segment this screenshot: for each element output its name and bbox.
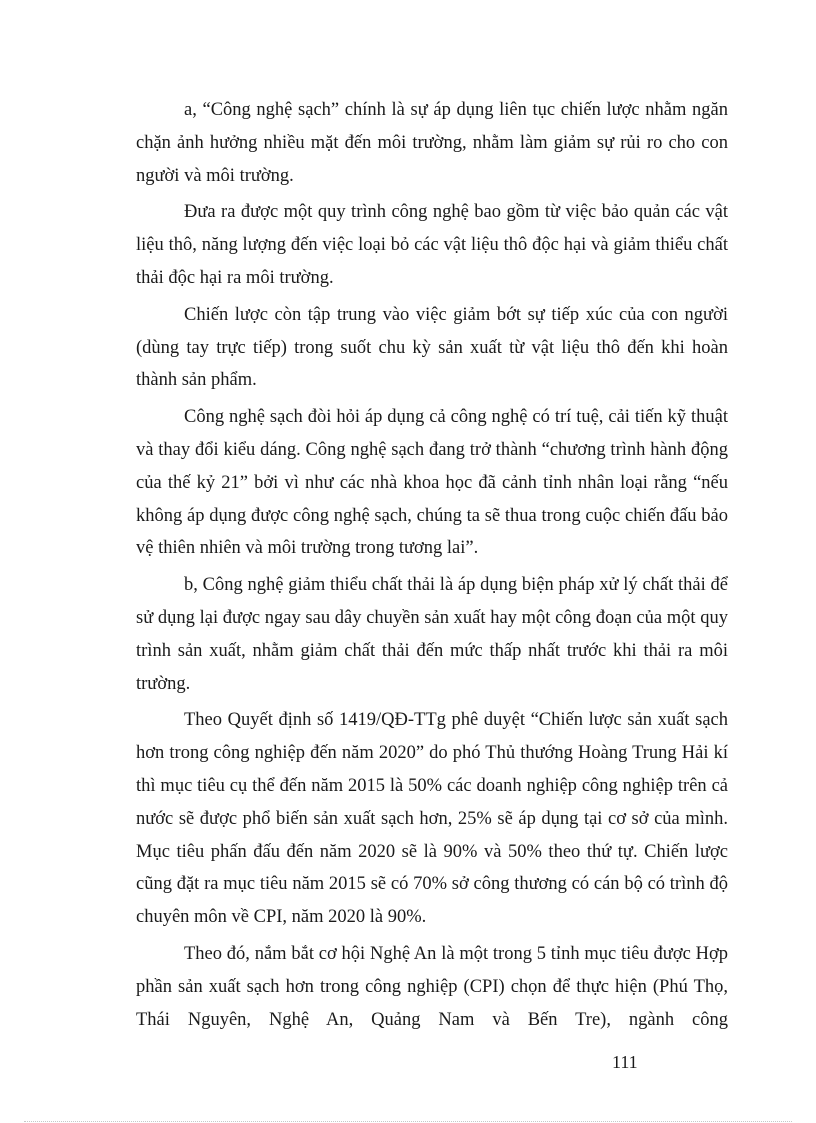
paragraph-2: Đưa ra được một quy trình công nghệ bao gồm từ việc bảo quản các vật liệu thô, năng lượng đến việc loại bỏ các vật liệu thô độc hại và giảm thiểu chất thải độc hại ra môi trường. — [136, 202, 728, 288]
page-number: 111 — [612, 1052, 638, 1072]
paragraph-4: Công nghệ sạch đòi hỏi áp dụng cả công nghệ có trí tuệ, cải tiến kỹ thuật và thay đổi kiểu dáng. Công nghệ sạch đang trở thành “chương trình hành động của thế kỷ 21” bởi vì như các nhà khoa học đã cảnh tỉnh nhân loại rằng “nếu không áp dụng được công nghệ sạch, chúng ta sẽ thua trong cuộc chiến đấu bảo vệ thiên nhiên và môi trường trong tương lai”. — [136, 407, 728, 559]
body-text — [136, 94, 728, 1040]
paragraph-7: Theo đó, nắm bắt cơ hội Nghệ An là một trong 5 tỉnh mục tiêu được Hợp phần sản xuất sạch hơn trong công nghiệp (CPI) chọn để thực hiện (Phú Thọ, Thái Nguyên, Nghệ An, Quảng Nam và Bến Tre), ngành công — [136, 943, 728, 1030]
paragraph-3: Chiến lược còn tập trung vào việc giảm bớt sự tiếp xúc của con người (dùng tay trực tiếp) trong suốt chu kỳ sản xuất từ vật liệu thô đến khi hoàn thành sản phẩm. — [136, 304, 728, 391]
paragraph-6: Theo Quyết định số 1419/QĐ-TTg phê duyệt “Chiến lược sản xuất sạch hơn trong công nghiệp đến năm 2020” do phó Thủ thướng Hoàng Trung Hải kí thì mục tiêu cụ thể đến năm 2015 là 50% các doanh nghiệp công nghiệp trên cả nước sẽ được phổ biến sản xuất sạch hơn, 25% sẽ áp dụng tại cơ sở của mình. Mục tiêu phấn đấu đến năm 2020 sẽ là 90% và 50% theo thứ tự. Chiến lược cũng đặt ra mục tiêu năm 2015 sẽ có 70% sở công thương có cán bộ có trình độ chuyên môn về CPI, năm 2020 là 90%. — [136, 710, 728, 928]
paragraph-5: b, Công nghệ giảm thiểu chất thải là áp dụng biện pháp xử lý chất thải để sử dụng lại được ngay sau dây chuyền sản xuất hay một công đoạn của một quy trình sản xuất, nhằm giảm chất thải đến mức thấp nhất trước khi thải ra môi trường. — [136, 575, 728, 694]
page-bottom-divider — [24, 1121, 792, 1122]
paragraph-1: a, “Công nghệ sạch” chính là sự áp dụng liên tục chiến lược nhằm ngăn chặn ảnh hưởng nhiều mặt đến môi trường, nhằm làm giảm sự rủi ro cho con người và môi trường. — [136, 100, 728, 186]
